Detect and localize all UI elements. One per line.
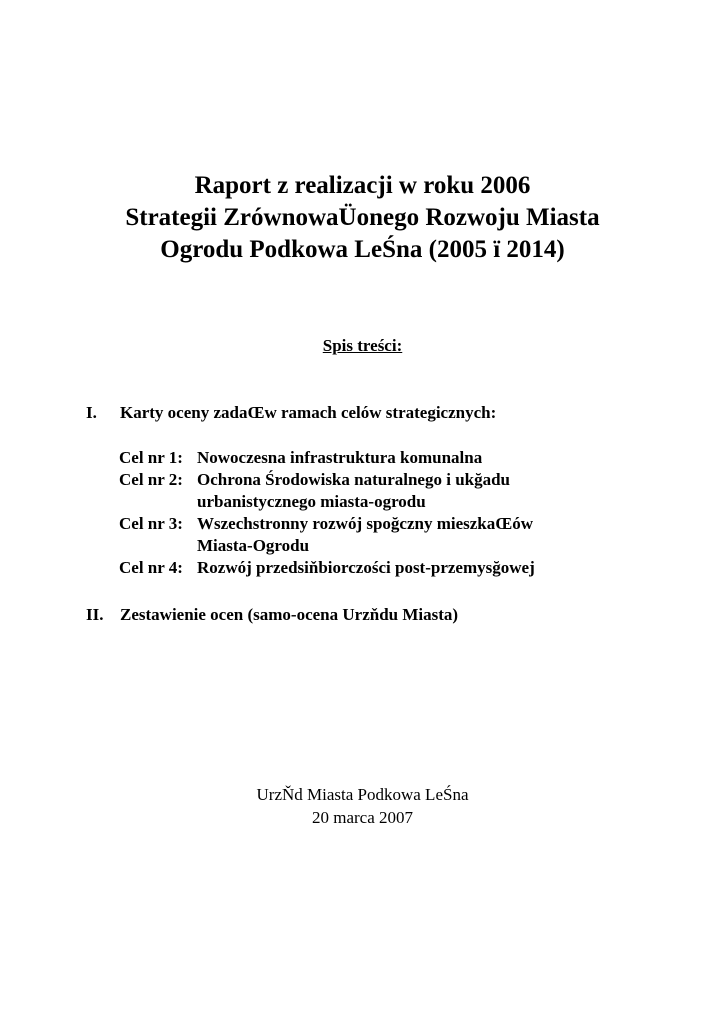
goal-text-line: Wszechstronny rozwój spoğczny mieszkaŒów [197, 514, 534, 533]
footer-block [0, 783, 725, 829]
toc-section-2 [86, 604, 646, 626]
title-line-2: Strategii ZrównowaÜonego Rozwoju Miasta [125, 204, 600, 231]
goal-label: Cel nr 1: [119, 448, 183, 467]
goal-item-4 [119, 557, 639, 579]
goal-label: Cel nr 2: [119, 470, 183, 489]
goal-item-1 [119, 447, 639, 469]
goal-text-line: Ochrona Środowiska naturalnego i ukğadu [197, 470, 511, 489]
toc-section-text: Karty oceny zadaŒw ramach celów strategicznych: [120, 403, 497, 422]
report-title [0, 170, 725, 266]
goal-label: Cel nr 4: [119, 558, 183, 577]
title-line-3: Ogrodu Podkowa LeŚna (2005 ï 2014) [160, 236, 565, 263]
issue-date: 20 marca 2007 [311, 808, 414, 827]
issuing-office: UrzŇd Miasta Podkowa LeŚna [256, 785, 469, 804]
toc-section-number: II. [86, 605, 104, 624]
toc-section-number: I. [86, 403, 97, 422]
goal-text-line: Nowoczesna infrastruktura komunalna [197, 448, 483, 467]
toc-section-text: Zestawienie ocen (samo-ocena Urzňdu Miasta) [120, 605, 459, 624]
goals-list [119, 447, 639, 579]
goal-text-line: Rozwój przedsiňbiorczości post-przemysğowej [197, 558, 535, 577]
goal-label: Cel nr 3: [119, 514, 183, 533]
goal-item-2 [119, 469, 639, 513]
toc-heading: Spis treści: [322, 336, 403, 355]
title-line-1: Raport z realizacji w roku 2006 [194, 172, 531, 199]
goal-text-line: urbanistycznego miasta-ogrodu [197, 492, 426, 511]
toc-section-1 [86, 402, 646, 424]
goal-item-3 [119, 513, 639, 557]
goal-text-line: Miasta-Ogrodu [197, 536, 310, 555]
